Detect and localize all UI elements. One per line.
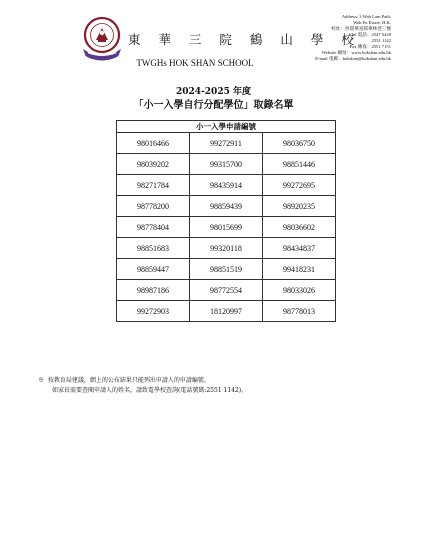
website-line: Website 網址：www.hokshan.edu.hk bbox=[321, 50, 391, 55]
document-main-title: 「小一入學自行分配學位」取錄名單 bbox=[133, 100, 294, 111]
school-name-english: TWGHs HOK SHAN SCHOOL bbox=[136, 58, 254, 68]
application-number-cell: 99418231 bbox=[263, 259, 336, 280]
application-number-cell: 99272911 bbox=[190, 133, 263, 154]
address-line: 校址：西環華富邨華林徑三號 bbox=[331, 26, 391, 31]
application-number-cell: 98015699 bbox=[190, 217, 263, 238]
note-line: 如家長需要查閱申請人的姓名，請致電學校查詢(電話號碼:2551 1142)。 bbox=[52, 387, 248, 394]
address-line: Address: 3 Wah Lam Path, bbox=[341, 14, 391, 19]
note-mark-icon: ※ bbox=[38, 377, 45, 384]
application-number-cell: 98920235 bbox=[263, 196, 336, 217]
application-number-cell: 99272903 bbox=[117, 301, 190, 322]
application-number-cell: 98859447 bbox=[117, 259, 190, 280]
school-name-chinese: 東 華 三 院 鶴 山 學 校 bbox=[128, 32, 361, 47]
telephone-line: Tel 電話：2547 5428 bbox=[350, 32, 391, 37]
school-contact-info bbox=[271, 14, 391, 62]
document-year-title: 2024-2025 年度 bbox=[176, 87, 251, 97]
application-number-cell: 98039202 bbox=[117, 154, 190, 175]
application-number-cell: 98851683 bbox=[117, 238, 190, 259]
admission-list-table bbox=[116, 120, 336, 322]
application-number-cell: 98271784 bbox=[117, 175, 190, 196]
application-number-cell: 99320118 bbox=[190, 238, 263, 259]
telephone-line: 2551 1142 bbox=[371, 38, 391, 43]
application-number-cell: 98778013 bbox=[263, 301, 336, 322]
application-number-cell: 18120997 bbox=[190, 301, 263, 322]
application-number-cell: 98033026 bbox=[263, 280, 336, 301]
application-number-cell: 98434837 bbox=[263, 238, 336, 259]
application-number-cell: 98987186 bbox=[117, 280, 190, 301]
application-number-cell: 98778200 bbox=[117, 196, 190, 217]
fax-line: Fax 傳真：2551 7151 bbox=[349, 44, 391, 49]
table-row bbox=[117, 280, 336, 301]
address-line: Wah Fu Estate, H.K. bbox=[353, 20, 391, 25]
note-line: 按教育局建議，網上的公布結果只能列出申請人的申請編號。 bbox=[47, 377, 210, 384]
table-row bbox=[117, 238, 336, 259]
application-number-cell: 99315700 bbox=[190, 154, 263, 175]
table-row bbox=[117, 196, 336, 217]
school-crest-logo bbox=[82, 16, 122, 66]
application-number-cell: 98036750 bbox=[263, 133, 336, 154]
application-number-cell: 99272695 bbox=[263, 175, 336, 196]
table-row bbox=[117, 259, 336, 280]
application-number-cell: 98772554 bbox=[190, 280, 263, 301]
application-number-cell: 98859439 bbox=[190, 196, 263, 217]
table-row bbox=[117, 154, 336, 175]
application-number-cell: 98851446 bbox=[263, 154, 336, 175]
table-row bbox=[117, 301, 336, 322]
application-number-cell: 98778404 bbox=[117, 217, 190, 238]
email-line: E-mail 電郵：hokshan@hokshan.edu.hk bbox=[315, 56, 391, 61]
table-row bbox=[117, 217, 336, 238]
footnote bbox=[38, 376, 247, 396]
table-header: 小一入學申請編號 bbox=[117, 121, 336, 133]
application-number-cell: 98016466 bbox=[117, 133, 190, 154]
application-number-cell: 98851519 bbox=[190, 259, 263, 280]
table-row bbox=[117, 175, 336, 196]
table-row bbox=[117, 133, 336, 154]
application-number-cell: 98435914 bbox=[190, 175, 263, 196]
application-number-cell: 98036602 bbox=[263, 217, 336, 238]
